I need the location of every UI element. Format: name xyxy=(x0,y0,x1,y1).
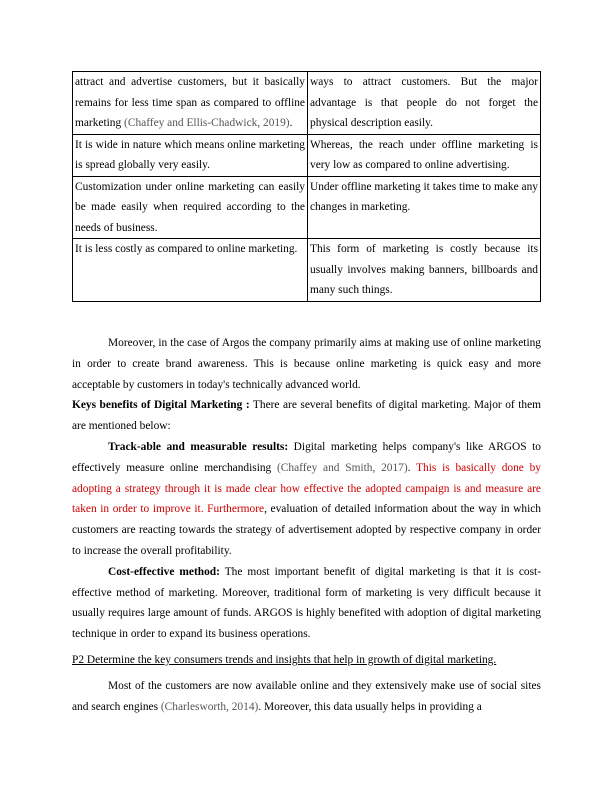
paragraph-argos-online: Moreover, in the case of Argos the company primarily aims at making use of online marketing in order to create brand awareness. This is because online marketing is quick easy and more acceptable by customers in today's technically advanced world. xyxy=(72,337,541,391)
highlighted-text: This is basically done by adopting a strategy through it is made clear how effective the adopted campaign is and measure are taken in order to improve it. Furthermore xyxy=(72,461,541,516)
table-cell-online: It is less costly as compared to online marketing. xyxy=(73,239,308,302)
citation: (Chaffey and Smith, 2017) xyxy=(277,461,408,474)
table-cell-offline: ways to attract customers. But the major advantage is that people do not forget the physical description easily. xyxy=(308,72,541,135)
body-content xyxy=(72,333,541,717)
paragraph-p2: Most of the customers are now available online and they extensively make use of social sites and search engines (Charlesworth, 2014). Moreover, this data usually helps in providing a xyxy=(72,679,541,713)
table-row xyxy=(73,239,541,302)
paragraph-cost-effective: Cost-effective method: The most important benefit of digital marketing is that it is cost-effective method of marketing. Moreover, traditional form of marketing is very difficult because it usually requires large amount of funds. ARGOS is highly benefited with adoption of digital marketing technique in order to expand its business operations. xyxy=(72,565,541,641)
citation: (Charlesworth, 2014) xyxy=(160,700,259,713)
table-row xyxy=(73,72,541,135)
paragraph-key-benefits: Keys benefits of Digital Marketing : There are several benefits of digital marketing. Major of them are mentioned below: xyxy=(72,399,541,433)
p2-heading: P2 Determine the key consumers trends and insights that help in growth of digital marketing. xyxy=(72,653,497,666)
table-cell-online: attract and advertise customers, but it basically remains for less time span as compared to offline marketing (Chaffey and Ellis-Chadwick, 2019). xyxy=(73,72,308,135)
subheading-trackable: Track-able and measurable results: xyxy=(108,440,289,453)
paragraph-trackable: Track-able and measurable results: Digital marketing helps company's like ARGOS to effectively measure online merchandising (Chaffey and Smith, 2017). This is basically done by adopting a strategy through it is made clear how effective the adopted campaign is and measure are taken in order to improve it. Furthermore, evaluation of detailed information about the way in which customers are reacting towards the strategy of advertisement adopted by respective company in order to increase the overall profitability. xyxy=(72,440,541,557)
table-cell-online: Customization under online marketing can easily be made easily when required according to the needs of business. xyxy=(73,176,308,239)
table-row xyxy=(73,134,541,176)
table-cell-offline: Whereas, the reach under offline marketing is very low as compared to online advertising. xyxy=(308,134,541,176)
table-cell-online: It is wide in nature which means online marketing is spread globally very easily. xyxy=(73,134,308,176)
table-row xyxy=(73,176,541,239)
table-cell-offline: This form of marketing is costly because its usually involves making banners, billboards and many such things. xyxy=(308,239,541,302)
subheading-cost-effective: Cost-effective method: xyxy=(108,565,220,578)
table-cell-offline: Under offline marketing it takes time to make any changes in marketing. xyxy=(308,176,541,239)
comparison-table xyxy=(72,71,541,302)
section-heading: Keys benefits of Digital Marketing : xyxy=(72,399,250,412)
citation: (Chaffey and Ellis-Chadwick, 2019) xyxy=(124,117,290,129)
